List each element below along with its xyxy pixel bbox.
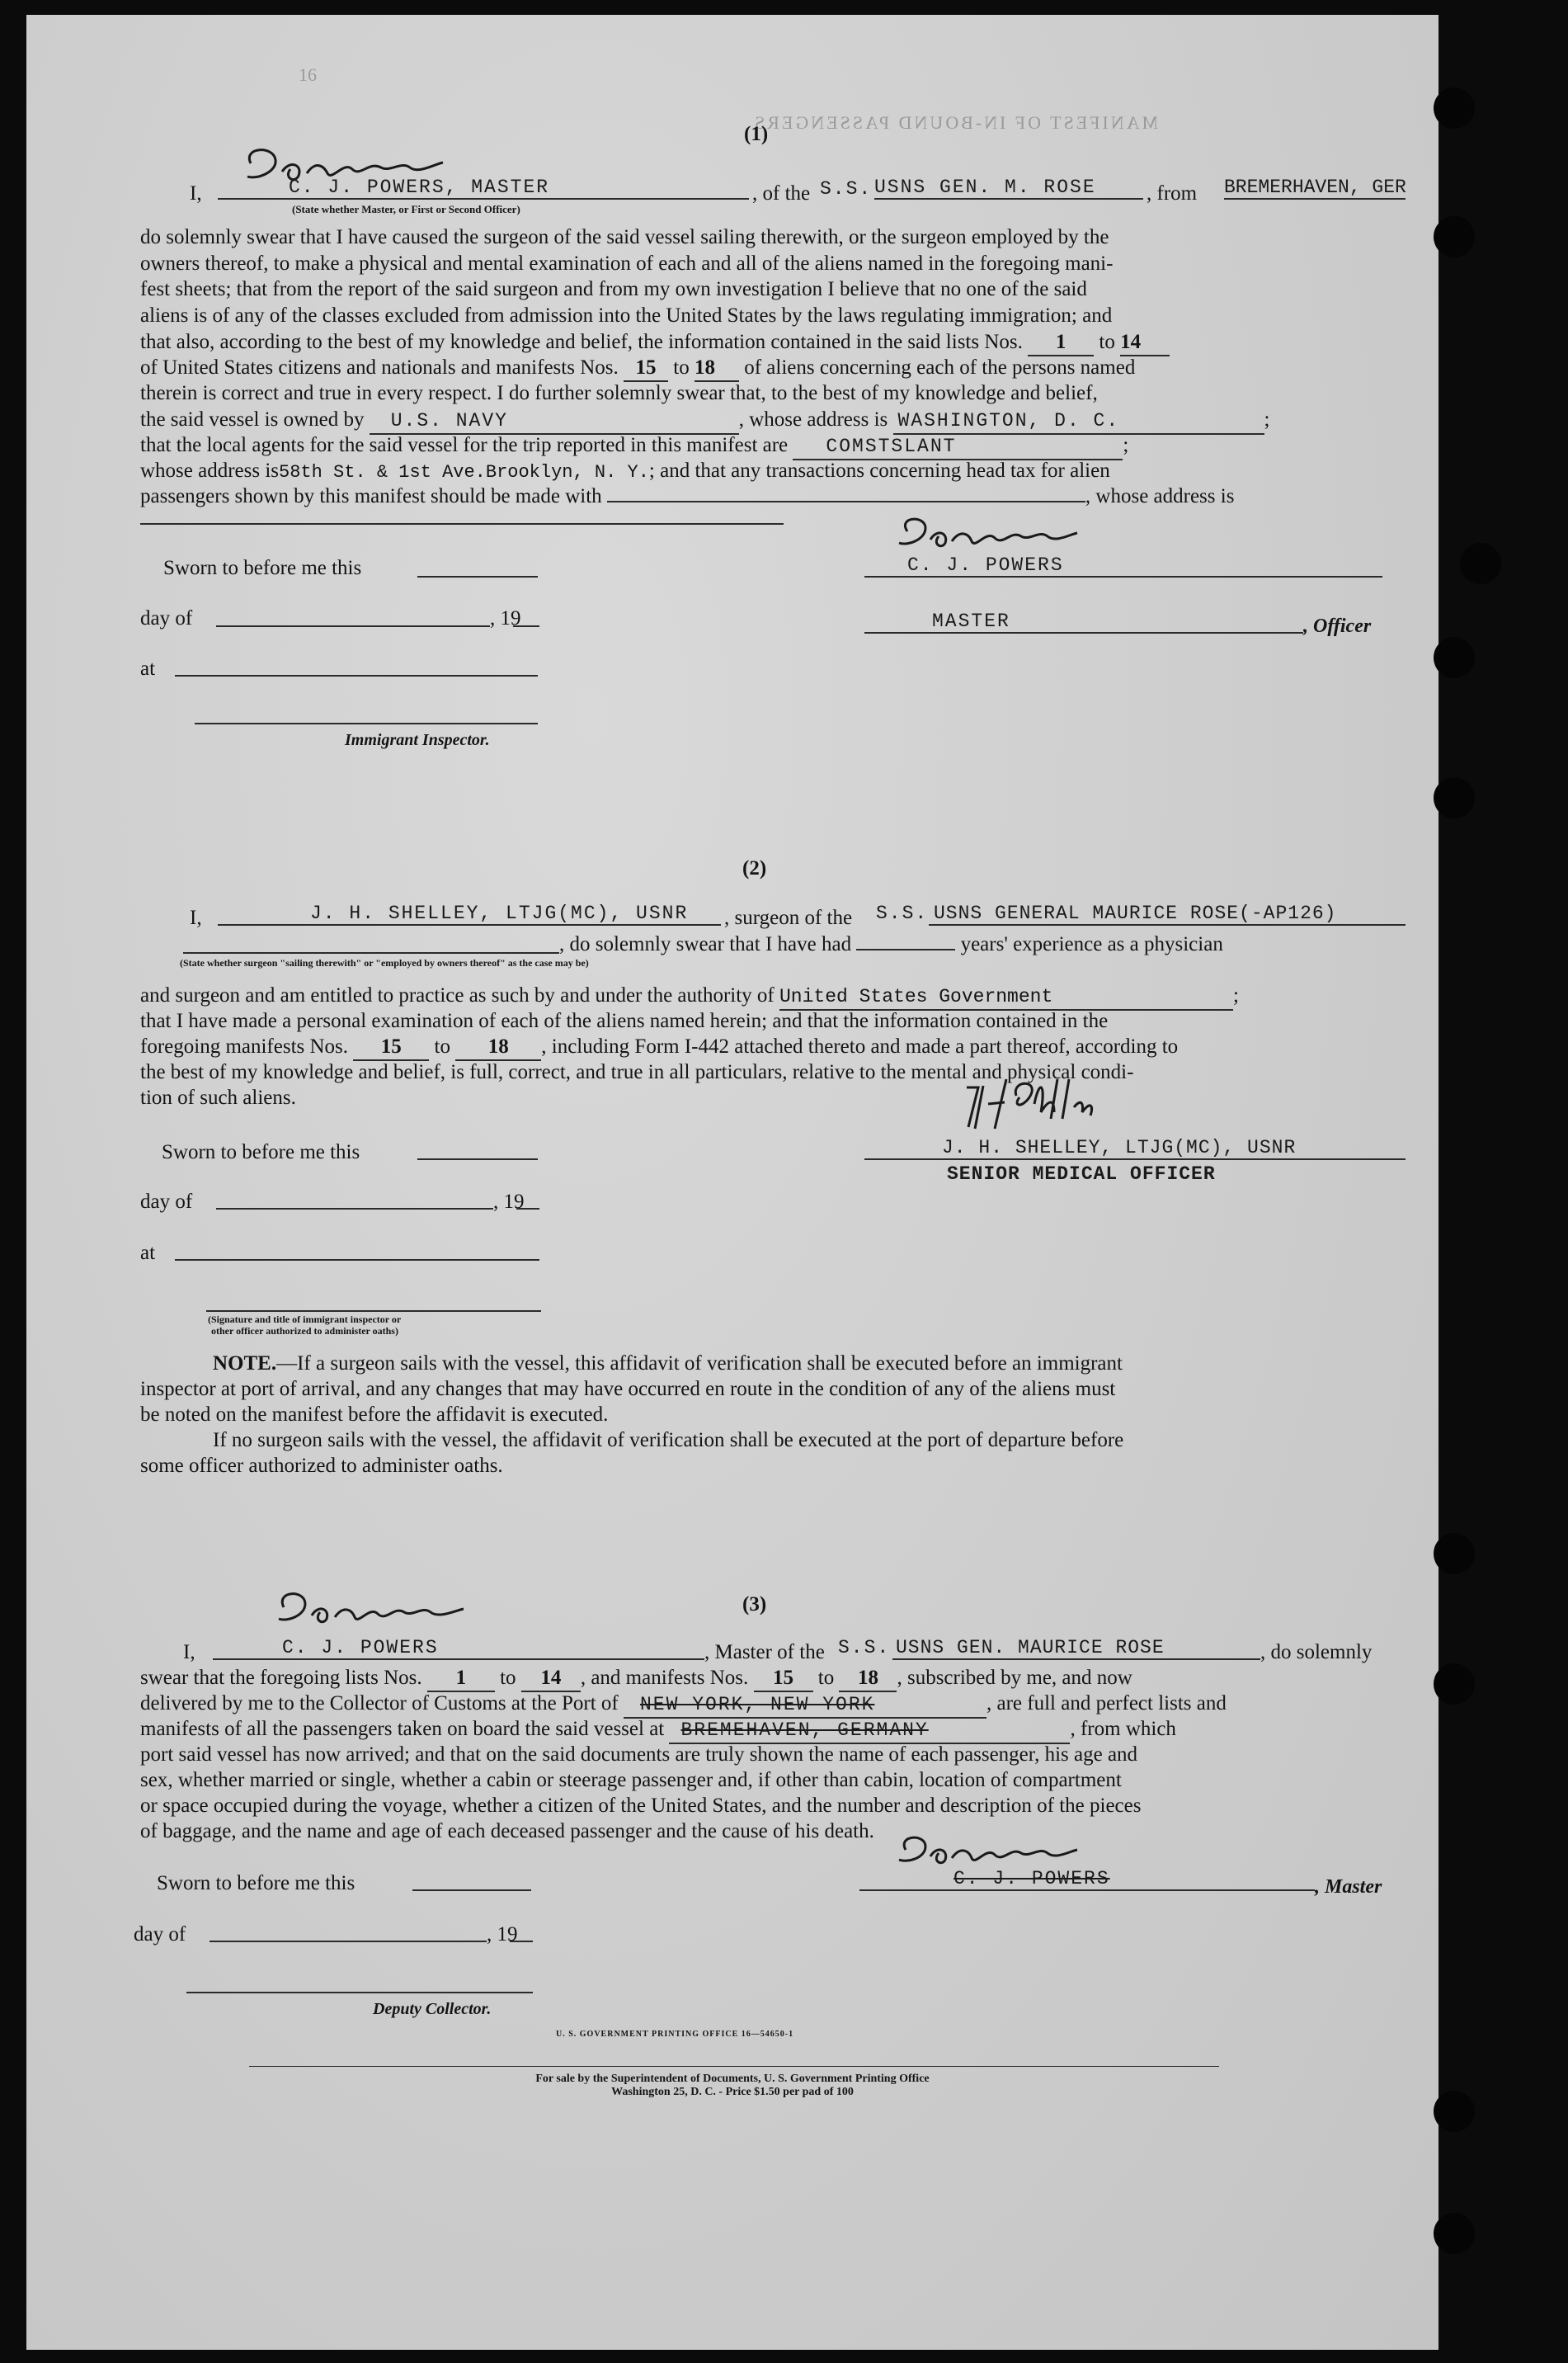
s3-year: , 19 bbox=[487, 1923, 518, 1946]
powers-signature-3 bbox=[272, 1582, 520, 1640]
s2-surgeon-of: , surgeon of the bbox=[724, 907, 853, 929]
s1-i: I, bbox=[190, 182, 202, 205]
s2-signer: J. H. SHELLEY, LTJG(MC), USNR bbox=[942, 1137, 1297, 1158]
s2-line4: that I have made a personal examination of each of the aliens named herein; and that the information contained in the bbox=[140, 1010, 1109, 1032]
s2-line7: tion of such aliens. bbox=[140, 1087, 296, 1109]
s1-line6: of United States citizens and nationals and manifests Nos. 15 to 18 of aliens concerning each of the persons named bbox=[140, 356, 1135, 382]
s3-line1-post: , do solemnly bbox=[1260, 1641, 1373, 1663]
s1-vessel: USNS GEN. M. ROSE bbox=[874, 177, 1096, 198]
binder-hole bbox=[1434, 1663, 1475, 1705]
s2-signer-title: SENIOR MEDICAL OFFICER bbox=[947, 1163, 1216, 1185]
s2-at: at bbox=[140, 1242, 156, 1264]
binder-hole bbox=[1434, 777, 1475, 818]
s3-deputy-collector: Deputy Collector. bbox=[373, 2000, 492, 2018]
s2-note-3: be noted on the manifest before the affidavit is executed. bbox=[140, 1403, 609, 1426]
s1-from-label: , from bbox=[1147, 182, 1198, 205]
binder-hole bbox=[1434, 2213, 1475, 2254]
s3-line2: swear that the foregoing lists Nos. 1 to 14 , and manifests Nos. 15 to 18 , subscribed by me, and now bbox=[140, 1666, 1132, 1692]
s1-line10: whose address is58th St. & 1st Ave.Brooklyn, N. Y.; and that any transactions concerning head tax for alien bbox=[140, 460, 1110, 483]
s3-line7: or space occupied during the voyage, whether a citizen of the United States, and the number and description of the pieces bbox=[140, 1795, 1142, 1817]
ghost-header: MANIFEST OF IN-BOUND PASSENGERS bbox=[752, 112, 1159, 133]
s1-state-note: (State whether Master, or First or Second Officer) bbox=[292, 203, 520, 215]
s1-line7: therein is correct and true in every respect. I do further solemnly swear that, to the best of my knowledge and belief, bbox=[140, 382, 1098, 404]
section-2-number: (2) bbox=[742, 857, 767, 880]
s1-line8: the said vessel is owned by U.S. NAVY , whose address is WASHINGTON, D. C. ; bbox=[140, 408, 1269, 435]
s3-vessel: USNS GEN. MAURICE ROSE bbox=[896, 1637, 1165, 1658]
s3-sworn: Sworn to before me this bbox=[157, 1872, 356, 1894]
binder-hole bbox=[1434, 216, 1475, 257]
s2-day-of: day of bbox=[140, 1191, 193, 1213]
s1-of-the: , of the bbox=[752, 182, 811, 205]
document-page bbox=[26, 15, 1439, 2350]
s2-line2: , do solemnly swear that I have had years' experience as a physician bbox=[559, 933, 1223, 955]
binder-hole bbox=[1434, 637, 1475, 678]
s2-note-4: If no surgeon sails with the vessel, the affidavit of verification shall be executed at the port of departure before bbox=[213, 1429, 1124, 1451]
s1-line11: passengers shown by this manifest should be made with , whose address is bbox=[140, 485, 1235, 507]
s1-immigrant-inspector: Immigrant Inspector. bbox=[345, 731, 490, 749]
s2-line6: the best of my knowledge and belief, is full, correct, and true in all particulars, relative to the mental and physical condi- bbox=[140, 1061, 1134, 1083]
s1-signer-title: MASTER bbox=[932, 611, 1010, 632]
s3-line8: of baggage, and the name and age of each deceased passenger and the cause of his death. bbox=[140, 1820, 874, 1842]
s3-line3: delivered by me to the Collector of Customs at the Port of NEW YORK, NEW YORK , are full and perfect lists and bbox=[140, 1691, 1227, 1719]
s1-officer: , Officer bbox=[1303, 616, 1372, 637]
s2-inspector-note-2: other officer authorized to administer oaths) bbox=[211, 1325, 398, 1337]
shelley-signature bbox=[958, 1071, 1156, 1137]
binder-hole bbox=[1434, 2091, 1475, 2132]
s3-i: I, bbox=[183, 1641, 195, 1663]
s3-ss-mark: S.S. bbox=[838, 1637, 891, 1658]
s3-name: C. J. POWERS bbox=[282, 1637, 439, 1658]
s2-surgeon-name: J. H. SHELLEY, LTJG(MC), USNR bbox=[310, 903, 689, 924]
s1-ss-mark: S.S. bbox=[820, 178, 873, 200]
s3-master-of: , Master of the bbox=[704, 1641, 825, 1663]
s2-state-note: (State whether surgeon "sailing therewith" or "employed by owners thereof" as the case may be) bbox=[180, 957, 589, 969]
s2-line3: and surgeon and am entitled to practice as such by and under the authority of United States Government ; bbox=[140, 983, 1239, 1011]
s2-note-1: NOTE.—If a surgeon sails with the vessel, this affidavit of verification shall be executed before an immigrant bbox=[213, 1352, 1123, 1375]
ghost-page-number: 16 bbox=[299, 64, 317, 85]
binder-hole bbox=[1434, 87, 1475, 129]
s1-signer: C. J. POWERS bbox=[907, 554, 1064, 576]
s2-inspector-note-1: (Signature and title of immigrant inspector or bbox=[208, 1314, 402, 1325]
s1-from-port: BREMERHAVEN, GER bbox=[1224, 177, 1406, 198]
printing-office-imprint: U. S. GOVERNMENT PRINTING OFFICE 16—54650-1 bbox=[556, 2030, 794, 2039]
s2-note-5: some officer authorized to administer oaths. bbox=[140, 1455, 503, 1477]
s2-note-2: inspector at port of arrival, and any changes that may have occurred en route in the condition of any of the aliens must bbox=[140, 1378, 1116, 1400]
s3-signer: C. J. POWERS bbox=[954, 1868, 1110, 1889]
binder-hole bbox=[1434, 1533, 1475, 1574]
sale-note: For sale by the Superintendent of Documents, U. S. Government Printing Office Washington 25, D. C. - Price $1.50 per pad of 100 bbox=[535, 2073, 930, 2098]
s2-sworn: Sworn to before me this bbox=[162, 1141, 360, 1163]
s3-line4: manifests of all the passengers taken on board the said vessel at BREMEHAVEN, GERMANY , from which bbox=[140, 1717, 1176, 1744]
s3-master: , Master bbox=[1315, 1876, 1382, 1898]
s1-paragraph: do solemnly swear that I have caused the surgeon of the said vessel sailing therewith, or the surgeon employed by the owners thereof, to make a physical and mental examination of each and all of the aliens named in the foregoing mani- fest sheets; that from the report of the said surgeon and from my own investigation I believe that no one of the said aliens is of any of the classes excluded from admission into the United States by the laws regulating immigration; and bbox=[140, 226, 1114, 327]
binder-hole bbox=[1460, 543, 1501, 584]
s1-day-of: day of bbox=[140, 607, 193, 630]
s2-ss-mark: S.S. bbox=[876, 903, 929, 924]
s2-vessel: USNS GENERAL MAURICE ROSE(-AP126) bbox=[934, 903, 1337, 924]
s1-sworn: Sworn to before me this bbox=[163, 557, 362, 579]
s1-master-name: C. J. POWERS, MASTER bbox=[289, 177, 550, 198]
s3-day-of: day of bbox=[134, 1923, 186, 1946]
section-1-number: (1) bbox=[744, 123, 769, 145]
s1-year: , 19 bbox=[490, 607, 521, 630]
s1-line5: that also, according to the best of my knowledge and belief, the information contained in the said lists Nos. 1 to 14 bbox=[140, 330, 1170, 356]
s2-year: , 19 bbox=[493, 1191, 525, 1213]
s1-at: at bbox=[140, 658, 156, 680]
section-3-number: (3) bbox=[742, 1593, 767, 1615]
s3-line5: port said vessel has now arrived; and that on the said documents are truly shown the name of each passenger, his age and bbox=[140, 1743, 1138, 1766]
s3-line6: sex, whether married or single, whether a cabin or steerage passenger and, if other than cabin, location of compartment bbox=[140, 1769, 1122, 1791]
s2-line5: foregoing manifests Nos. 15 to 18 , including Form I-442 attached thereto and made a part thereof, according to bbox=[140, 1035, 1178, 1061]
s1-line9: that the local agents for the said vessel for the trip reported in this manifest are COMSTSLANT ; bbox=[140, 433, 1128, 460]
s2-i: I, bbox=[190, 907, 202, 929]
